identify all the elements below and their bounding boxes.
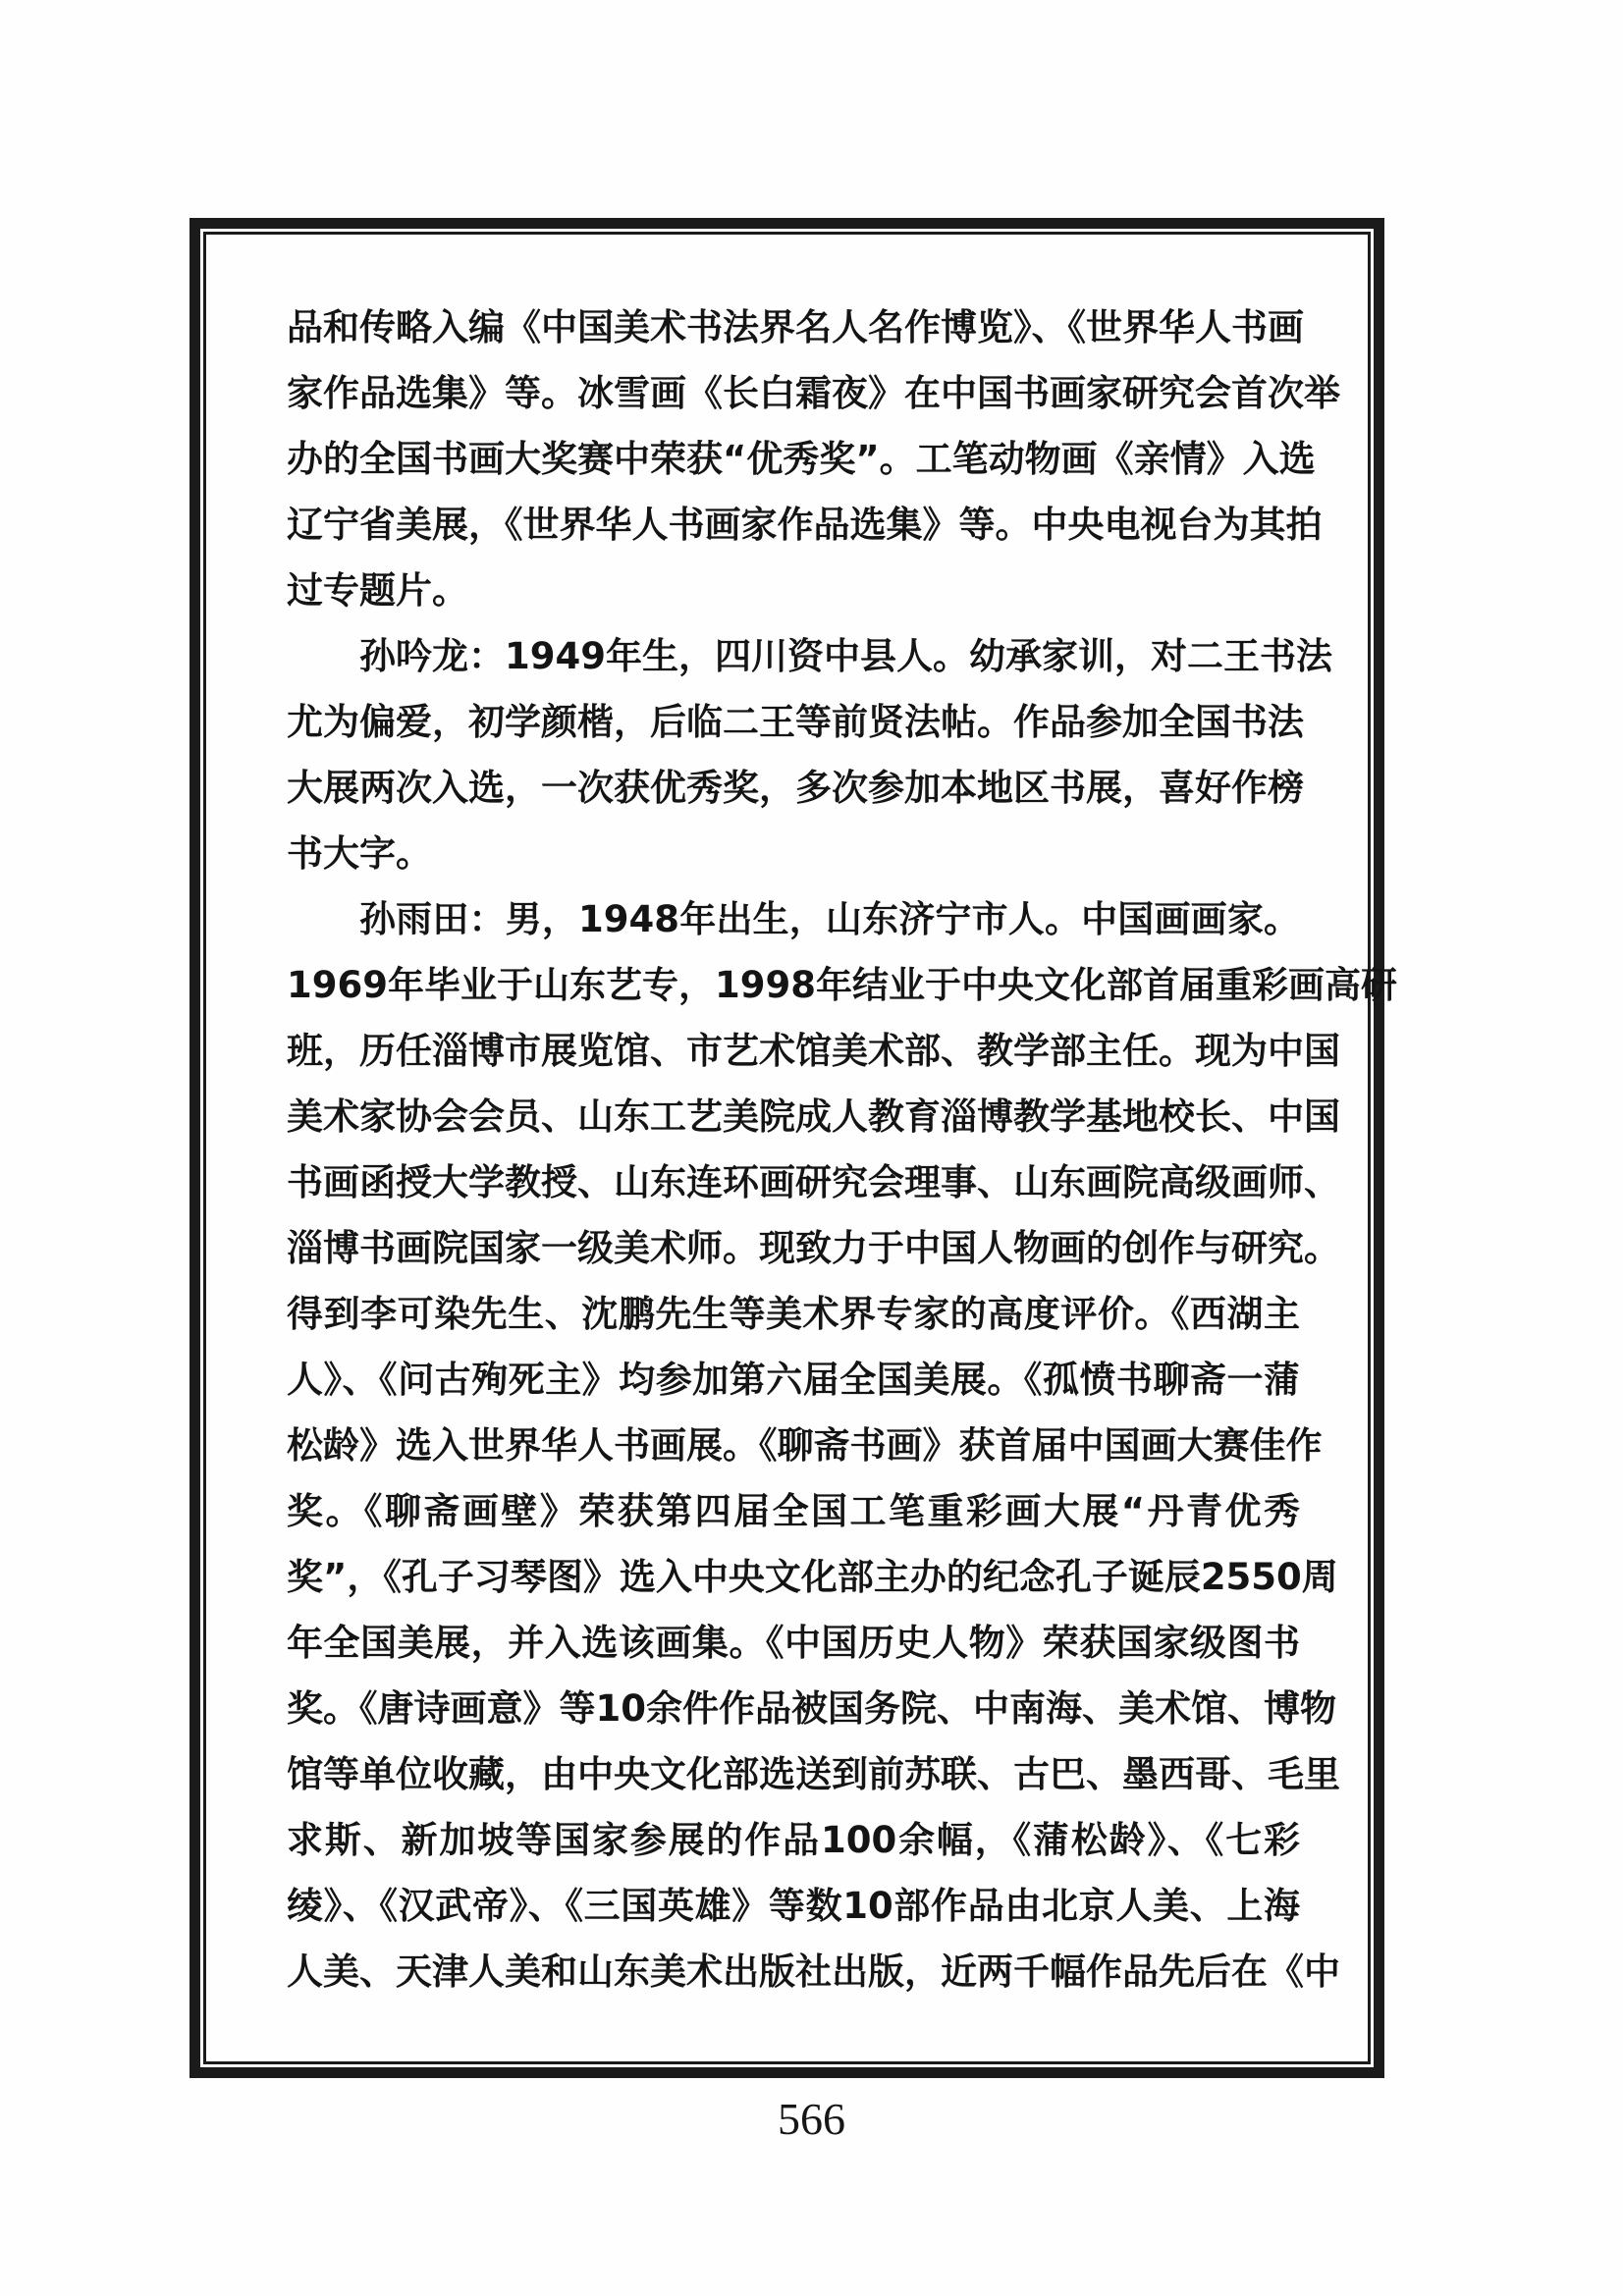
text-line: 奖。《聊斋画壁》荣获第四届全国工笔重彩画大展“丹青优秀: [287, 1490, 1300, 1532]
text-line: 人》、《问古殉死主》均参加第六届全国美展。《孤愤书聊斋一蒲: [287, 1359, 1300, 1401]
text-line: 淄博书画院国家一级美术师。现致力于中国人物画的创作与研究。: [287, 1227, 1340, 1269]
text-line: 孙雨田：男，1948年出生，山东济宁市人。中国画画家。: [359, 898, 1300, 940]
text-line: 馆等单位收藏，由中央文化部选送到前苏联、古巴、墨西哥、毛里: [287, 1753, 1340, 1795]
text-line: 书大字。: [287, 832, 432, 875]
text-line: 奖”，《孔子习琴图》选入中央文化部主办的纪念孔子诞辰2550周: [287, 1556, 1338, 1598]
text-line: 书画函授大学教授、山东连环画研究会理事、山东画院高级画师、: [287, 1161, 1340, 1203]
text-line: 松龄》选入世界华人书画展。《聊斋书画》获首届中国画大赛佳作: [287, 1424, 1323, 1467]
text-line: 过专题片。: [287, 569, 468, 612]
page-number: 566: [778, 2094, 845, 2144]
text-line: 人美、天津人美和山东美术出版社出版，近两千幅作品先后在《中: [287, 1950, 1340, 1993]
text-block: [287, 294, 1397, 2004]
text-line: 绫》、《汉武帝》、《三国英雄》等数10部作品由北京人美、上海: [287, 1885, 1300, 1927]
text-line: 辽宁省美展，《世界华人书画家作品选集》等。中央电视台为其拍: [287, 504, 1323, 546]
text-line: 年全国美展，并入选该画集。《中国历史人物》荣获国家级图书: [287, 1622, 1300, 1664]
text-line: 得到李可染先生、沈鹏先生等美术界专家的高度评价。《西湖主: [287, 1293, 1300, 1335]
text-line: 品和传略入编《中国美术书法界名人名作博览》、《世界华人书画: [287, 306, 1304, 348]
text-line: 美术家协会会员、山东工艺美院成人教育淄博教学基地校长、中国: [287, 1095, 1340, 1138]
text-line: 大展两次入选，一次获优秀奖，多次参加本地区书展，喜好作榜: [287, 767, 1304, 809]
text-line: 1969年毕业于山东艺专，1998年结业于中央文化部首届重彩画高研: [287, 964, 1397, 1006]
text-line: 孙吟龙：1949年生，四川资中县人。幼承家训，对二王书法: [359, 635, 1332, 677]
text-line: 求斯、新加坡等国家参展的作品100余幅，《蒲松龄》、《七彩: [287, 1819, 1300, 1861]
text-line: 家作品选集》等。冰雪画《长白霜夜》在中国书画家研究会首次举: [287, 372, 1340, 414]
text-line: 奖。《唐诗画意》等10余件作品被国务院、中南海、美术馆、博物: [287, 1687, 1336, 1730]
text-line: 尤为偏爱，初学颜楷，后临二王等前贤法帖。作品参加全国书法: [287, 701, 1304, 743]
text-line: 班，历任淄博市展览馆、市艺术馆美术部、教学部主任。现为中国: [287, 1030, 1340, 1072]
text-line: 办的全国书画大奖赛中荣获“优秀奖”。工笔动物画《亲情》入选: [287, 438, 1316, 480]
